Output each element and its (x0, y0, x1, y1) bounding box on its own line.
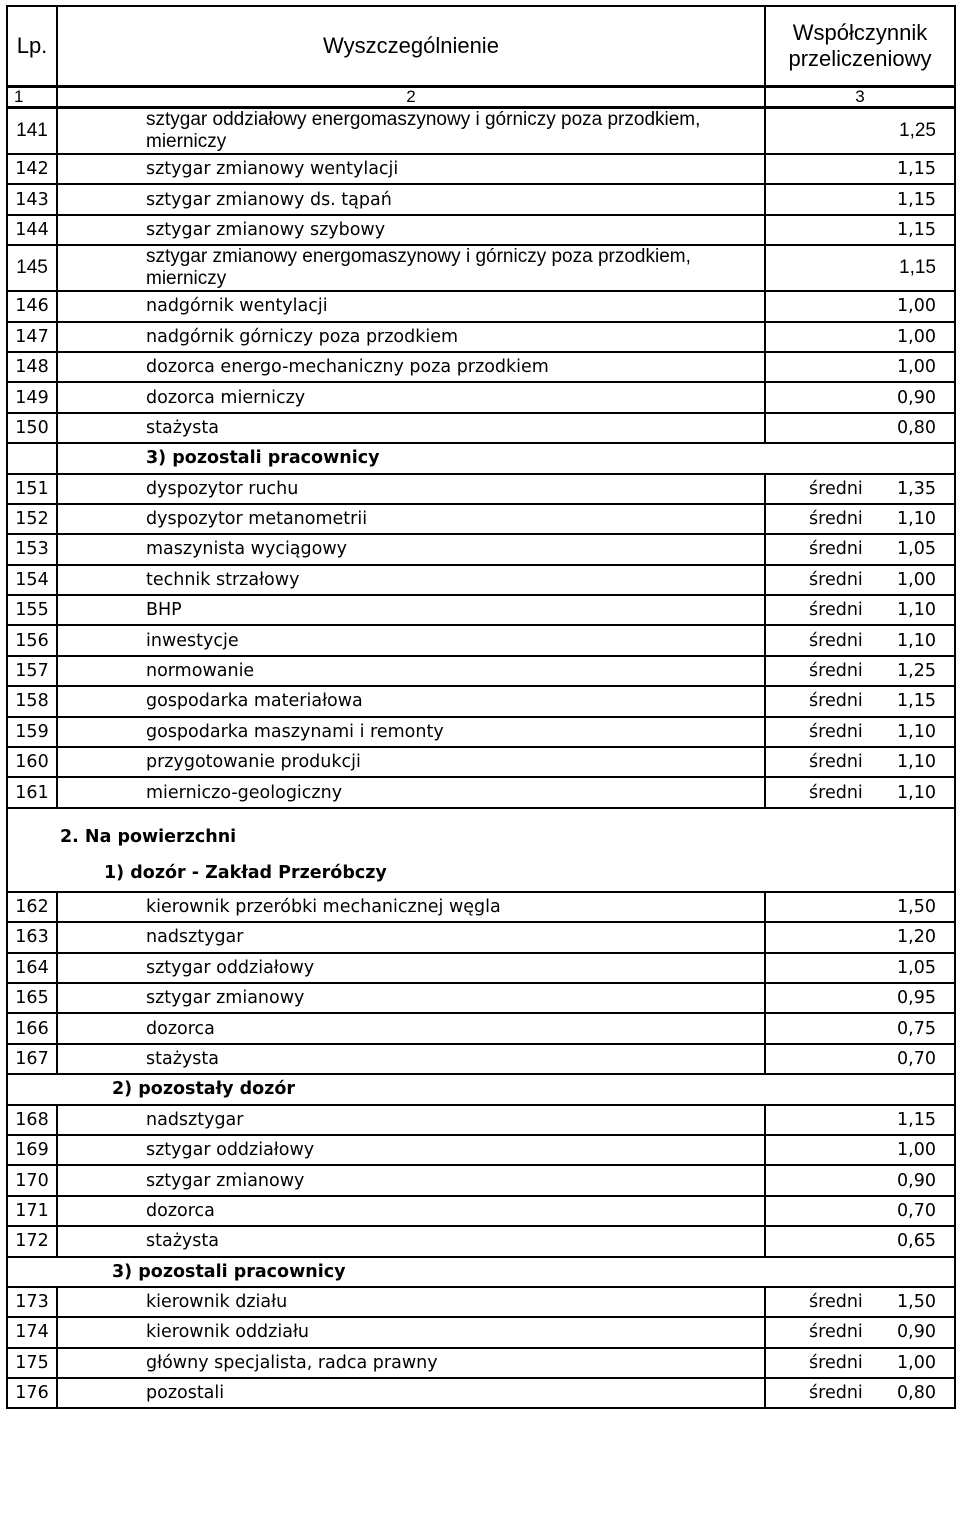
section-heading-other-staff-surface (7, 1257, 955, 1287)
row-coefficient: 1,15 (897, 219, 936, 240)
row-number: 162 (7, 892, 57, 922)
row-coefficient-cell (765, 534, 955, 564)
table-row (7, 1378, 955, 1408)
row-coefficient-cell (765, 154, 955, 184)
row-number: 157 (7, 656, 57, 686)
row-education-level: średni (809, 539, 863, 560)
row-description: przygotowanie produkcji (57, 747, 765, 777)
row-number: 170 (7, 1165, 57, 1195)
row-education-level: średni (809, 478, 863, 499)
row-description: stażysta (57, 1044, 765, 1074)
row-coefficient: 1,25 (897, 661, 936, 682)
table-row (7, 656, 955, 686)
row-description: nadsztygar (57, 922, 765, 952)
row-coefficient: 1,10 (897, 782, 936, 803)
row-coefficient: 0,70 (897, 1200, 936, 1221)
row-number: 155 (7, 595, 57, 625)
row-description: główny specjalista, radca prawny (57, 1348, 765, 1378)
table-row (7, 215, 955, 245)
row-coefficient: 1,15 (897, 691, 936, 712)
row-coefficient: 1,10 (897, 630, 936, 651)
row-coefficient: 0,65 (897, 1231, 936, 1252)
row-coefficient: 0,75 (897, 1018, 936, 1039)
section-heading-surface (7, 808, 955, 855)
row-coefficient-cell (765, 291, 955, 321)
row-coefficient-cell (765, 413, 955, 443)
column-number-1: 1 (7, 87, 57, 108)
row-coefficient-cell (765, 595, 955, 625)
row-coefficient: 1,15 (899, 257, 936, 279)
section-heading-other-staff (7, 443, 955, 473)
row-coefficient: 1,15 (897, 1109, 936, 1130)
table-row (7, 291, 955, 321)
coefficient-table (6, 5, 956, 1409)
row-coefficient: 0,95 (897, 988, 936, 1009)
table-row (7, 1165, 955, 1195)
row-description: kierownik działu (57, 1287, 765, 1317)
row-coefficient-cell (765, 777, 955, 807)
row-description: technik strzałowy (57, 565, 765, 595)
row-number: 158 (7, 686, 57, 716)
row-description: pozostali (57, 1378, 765, 1408)
row-coefficient: 1,00 (897, 1352, 936, 1373)
row-description: dozorca (57, 1013, 765, 1043)
coefficient-table-page (6, 5, 954, 1409)
section-heading-processing-supervision (7, 855, 955, 892)
row-description: dyspozytor metanometrii (57, 504, 765, 534)
row-coefficient: 1,00 (897, 326, 936, 347)
row-description: sztygar zmianowy energomaszynowy i górniczy poza przodkiem, mierniczy (57, 245, 765, 291)
row-number: 176 (7, 1378, 57, 1408)
row-number: 144 (7, 215, 57, 245)
table-row (7, 534, 955, 564)
row-education-level: średni (809, 630, 863, 651)
row-coefficient-cell (765, 625, 955, 655)
row-description: dozorca energo-mechaniczny poza przodkiem (57, 352, 765, 382)
table-row (7, 1044, 955, 1074)
row-education-level: średni (809, 509, 863, 530)
row-description: normowanie (57, 656, 765, 686)
table-row (7, 504, 955, 534)
table-row (7, 625, 955, 655)
row-coefficient: 1,00 (897, 569, 936, 590)
table-row (7, 413, 955, 443)
row-coefficient: 1,50 (897, 1292, 936, 1313)
row-number: 167 (7, 1044, 57, 1074)
row-description: nadgórnik górniczy poza przodkiem (57, 322, 765, 352)
row-number: 146 (7, 291, 57, 321)
row-coefficient-cell (765, 382, 955, 412)
row-coefficient-cell (765, 1105, 955, 1135)
row-description: gospodarka materiałowa (57, 686, 765, 716)
row-number: 150 (7, 413, 57, 443)
row-coefficient: 1,00 (897, 357, 936, 378)
row-number: 164 (7, 953, 57, 983)
row-description: sztygar zmianowy wentylacji (57, 154, 765, 184)
table-row (7, 747, 955, 777)
row-description: dozorca (57, 1196, 765, 1226)
row-coefficient: 1,05 (897, 957, 936, 978)
table-row (7, 1013, 955, 1043)
table-row (7, 1196, 955, 1226)
row-description: BHP (57, 595, 765, 625)
header-coefficient: Współczynnik przeliczeniowy (765, 6, 955, 87)
row-coefficient-cell (765, 747, 955, 777)
row-coefficient-cell (765, 322, 955, 352)
row-description: sztygar zmianowy szybowy (57, 215, 765, 245)
row-coefficient: 1,15 (897, 189, 936, 210)
row-description: maszynista wyciągowy (57, 534, 765, 564)
row-education-level: średni (809, 782, 863, 803)
row-coefficient: 1,05 (897, 539, 936, 560)
row-coefficient-cell (765, 184, 955, 214)
row-number: 171 (7, 1196, 57, 1226)
row-number: 153 (7, 534, 57, 564)
row-number: 175 (7, 1348, 57, 1378)
row-description: inwestycje (57, 625, 765, 655)
row-education-level: średni (809, 1322, 863, 1343)
table-row (7, 1135, 955, 1165)
row-coefficient: 1,10 (897, 721, 936, 742)
table-row (7, 922, 955, 952)
row-coefficient-cell (765, 352, 955, 382)
row-coefficient: 1,25 (899, 120, 936, 141)
table-row (7, 717, 955, 747)
table-row (7, 983, 955, 1013)
row-number: 156 (7, 625, 57, 655)
column-number-3: 3 (765, 87, 955, 108)
row-number: 154 (7, 565, 57, 595)
row-coefficient: 1,15 (897, 159, 936, 180)
row-coefficient-cell (765, 1013, 955, 1043)
row-description: kierownik przeróbki mechanicznej węgla (57, 892, 765, 922)
row-coefficient-cell (765, 922, 955, 952)
section-heading-other-supervision-label: 2) pozostały dozór (7, 1074, 955, 1104)
row-education-level: średni (809, 1292, 863, 1313)
row-coefficient-cell (765, 1165, 955, 1195)
row-education-level: średni (809, 721, 863, 742)
row-description: dyspozytor ruchu (57, 474, 765, 504)
table-row (7, 1287, 955, 1317)
row-education-level: średni (809, 661, 863, 682)
row-coefficient: 1,20 (897, 927, 936, 948)
row-coefficient: 0,90 (897, 1170, 936, 1191)
row-coefficient: 1,10 (897, 509, 936, 530)
row-number: 142 (7, 154, 57, 184)
row-coefficient: 0,80 (897, 1383, 936, 1404)
row-number: 160 (7, 747, 57, 777)
row-number: 161 (7, 777, 57, 807)
table-row (7, 108, 955, 155)
row-coefficient-cell (765, 983, 955, 1013)
row-education-level: średni (809, 1352, 863, 1373)
row-number: 145 (7, 245, 57, 291)
section-heading-other-supervision (7, 1074, 955, 1104)
row-description: sztygar zmianowy (57, 1165, 765, 1195)
row-education-level: średni (809, 1383, 863, 1404)
row-coefficient: 0,80 (897, 417, 936, 438)
header-description: Wyszczególnienie (57, 6, 765, 87)
row-description: dozorca mierniczy (57, 382, 765, 412)
row-coefficient-cell (765, 953, 955, 983)
table-row (7, 184, 955, 214)
table-row (7, 1226, 955, 1256)
row-number: 168 (7, 1105, 57, 1135)
row-coefficient: 1,10 (897, 600, 936, 621)
table-row (7, 474, 955, 504)
table-row (7, 382, 955, 412)
row-number: 151 (7, 474, 57, 504)
row-coefficient-cell (765, 1196, 955, 1226)
row-number: 152 (7, 504, 57, 534)
row-number: 149 (7, 382, 57, 412)
row-coefficient: 1,00 (897, 296, 936, 317)
row-coefficient: 0,90 (897, 1322, 936, 1343)
row-coefficient-cell (765, 1348, 955, 1378)
row-coefficient-cell (765, 717, 955, 747)
row-number: 165 (7, 983, 57, 1013)
table-row (7, 245, 955, 291)
row-coefficient-cell (765, 1287, 955, 1317)
row-coefficient-cell (765, 215, 955, 245)
row-coefficient-cell (765, 245, 955, 291)
row-coefficient-cell (765, 686, 955, 716)
row-coefficient-cell (765, 656, 955, 686)
row-number: 166 (7, 1013, 57, 1043)
row-number: 159 (7, 717, 57, 747)
row-education-level: średni (809, 691, 863, 712)
row-coefficient: 0,90 (897, 387, 936, 408)
header-lp: Lp. (7, 6, 57, 87)
row-coefficient-cell (765, 474, 955, 504)
row-coefficient-cell (765, 1226, 955, 1256)
row-number: 143 (7, 184, 57, 214)
row-education-level: średni (809, 569, 863, 590)
table-row (7, 1317, 955, 1347)
section-heading-other-staff-surface-label: 3) pozostali pracownicy (7, 1257, 955, 1287)
row-coefficient-cell (765, 1044, 955, 1074)
row-number: 169 (7, 1135, 57, 1165)
section-heading-processing-supervision-label: 1) dozór - Zakład Przeróbczy (7, 855, 955, 892)
row-coefficient: 1,50 (897, 897, 936, 917)
table-row (7, 565, 955, 595)
section-heading-other-staff-label: 3) pozostali pracownicy (57, 443, 955, 473)
row-coefficient: 1,10 (897, 752, 936, 773)
row-description: mierniczo-geologiczny (57, 777, 765, 807)
row-description: sztygar oddziałowy (57, 953, 765, 983)
table-row (7, 595, 955, 625)
row-coefficient: 1,00 (897, 1140, 936, 1161)
row-coefficient-cell (765, 1317, 955, 1347)
row-number: 173 (7, 1287, 57, 1317)
section-empty-cell (7, 443, 57, 473)
row-description: nadsztygar (57, 1105, 765, 1135)
column-numbers-row (7, 87, 955, 108)
row-coefficient: 1,35 (897, 478, 936, 499)
row-description: nadgórnik wentylacji (57, 291, 765, 321)
row-number: 163 (7, 922, 57, 952)
row-education-level: średni (809, 752, 863, 773)
table-row (7, 154, 955, 184)
table-header-row (7, 6, 955, 87)
row-description: stażysta (57, 413, 765, 443)
row-education-level: średni (809, 600, 863, 621)
table-row (7, 1105, 955, 1135)
row-description: sztygar zmianowy (57, 983, 765, 1013)
row-description: sztygar oddziałowy (57, 1135, 765, 1165)
table-row (7, 686, 955, 716)
row-description: stażysta (57, 1226, 765, 1256)
table-row (7, 953, 955, 983)
row-description: gospodarka maszynami i remonty (57, 717, 765, 747)
row-number: 174 (7, 1317, 57, 1347)
row-coefficient-cell (765, 1135, 955, 1165)
row-coefficient-cell (765, 108, 955, 155)
table-row (7, 352, 955, 382)
row-number: 147 (7, 322, 57, 352)
section-heading-surface-label: 2. Na powierzchni (7, 808, 955, 855)
row-number: 141 (7, 108, 57, 155)
row-coefficient: 0,70 (897, 1048, 936, 1069)
row-coefficient-cell (765, 1378, 955, 1408)
row-description: sztygar zmianowy ds. tąpań (57, 184, 765, 214)
table-row (7, 777, 955, 807)
table-row (7, 1348, 955, 1378)
row-description: kierownik oddziału (57, 1317, 765, 1347)
row-number: 172 (7, 1226, 57, 1256)
row-coefficient-cell (765, 565, 955, 595)
row-description: sztygar oddziałowy energomaszynowy i górniczy poza przodkiem, mierniczy (57, 108, 765, 155)
column-number-2: 2 (57, 87, 765, 108)
table-row (7, 322, 955, 352)
row-coefficient-cell (765, 504, 955, 534)
table-row (7, 892, 955, 922)
row-coefficient-cell (765, 892, 955, 922)
row-number: 148 (7, 352, 57, 382)
